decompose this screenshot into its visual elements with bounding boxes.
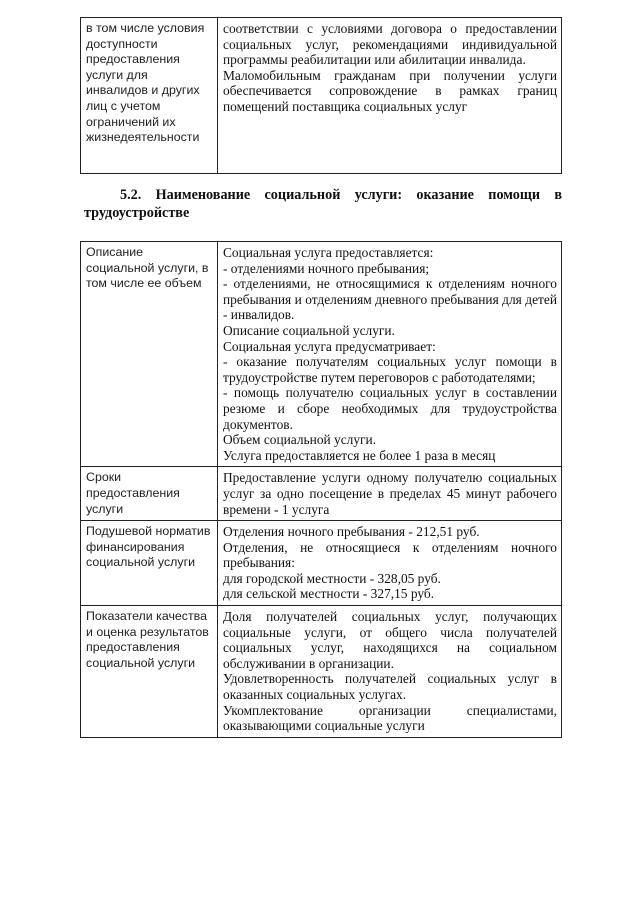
row-content [218,467,562,521]
row-content [218,521,562,606]
table-row [81,242,562,467]
paragraph: Объем социальной услуги. [223,432,377,448]
section-heading: 5.2. Наименование социальной услуги: оказание помощи в трудоустройстве [84,187,562,221]
row-content [218,242,562,467]
paragraph: Социальная услуга предусматривает: [223,338,436,354]
table-row [81,467,562,521]
paragraph: Маломобильным гражданам при получении услуги обеспечивается сопровождение в рамках границ помещений поставщика социальных услуг [223,67,557,114]
paragraph: для сельской местности - 327,15 руб. [223,586,435,602]
paragraph: Описание социальной услуги. [223,322,395,338]
row-label: Описание социальной услуги, в том числе ее объем [81,242,218,467]
row-label: Подушевой норматив финансирования социальной услуги [81,521,218,606]
paragraph: Социальная услуга предоставляется: [223,245,434,260]
paragraph: - помощь получателю социальных услуг в составлении резюме и сборе необходимых для трудоустройства документов. [223,385,557,432]
row-label: Сроки предоставления услуги [81,467,218,521]
row-content [218,606,562,738]
paragraph: Укомплектование организации специалистами, оказывающими социальные услуги [223,702,557,734]
row-content [218,18,562,174]
paragraph: - отделениями, не относящимися к отделениям ночного пребывания и отделениям дневного пребывания для детей - инвалидов. [223,276,557,323]
table-row [81,521,562,606]
paragraph: Отделения ночного пребывания - 212,51 руб. [223,524,480,540]
paragraph: - оказание получателям социальных услуг помощи в трудоустройстве путем переговоров с работодателями; [223,354,557,385]
paragraph: соответствии с условиями договора о предоставлении социальных услуг, рекомендациями индивидуальной программы реабилитации или абилитации инвалида. [223,21,557,68]
paragraph: Отделения, не относящиеся к отделениям ночного пребывания: [223,539,557,571]
service-table [80,241,562,738]
row-label: в том числе условия доступности предоставления услуги для инвалидов и других лиц с учетом ограничений их жизнедеятельности [81,18,218,174]
paragraph: Предоставление услуги одному получателю социальных услуг за одно посещение в пределах 45 минут рабочего времени - 1 услуга [223,470,557,517]
table-row [81,606,562,738]
paragraph: Услуга предоставляется не более 1 раза в месяц [223,447,496,463]
paragraph: для городской местности - 328,05 руб. [223,570,441,586]
paragraph: Удовлетворенность получателей социальных услуг в оказанных социальных услугах. [223,671,557,703]
continuation-table [80,17,562,174]
table-row [81,18,562,174]
row-label: Показатели качества и оценка результатов предоставления социальной услуги [81,606,218,738]
paragraph: Доля получателей социальных услуг, получающих социальные услуги, от общего числа получателей социальных услуг, находящихся на социальном обслуживании в организации. [223,609,557,671]
paragraph: - отделениями ночного пребывания; [223,260,430,276]
